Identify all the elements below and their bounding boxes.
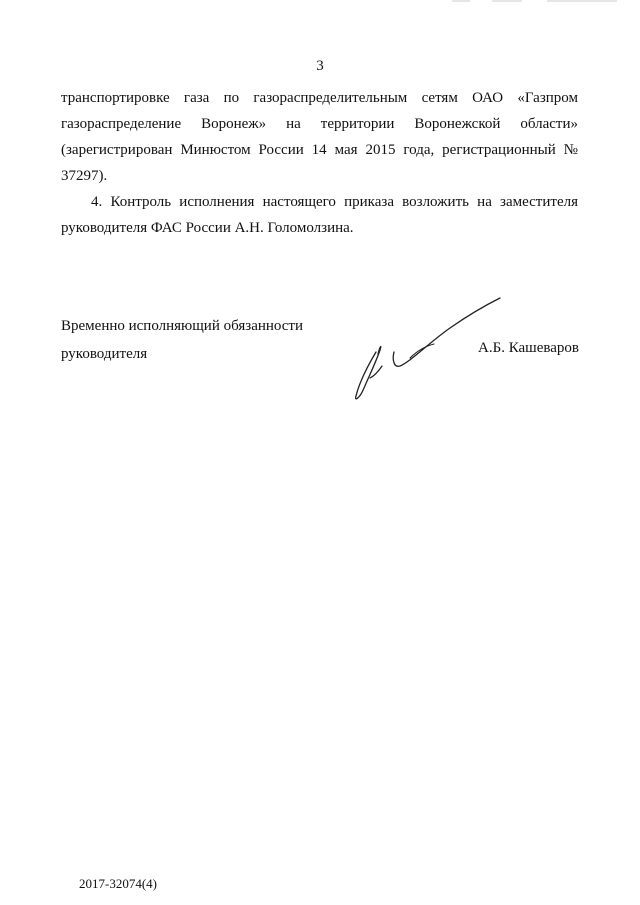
page-number: 3 [316,58,324,74]
body-paragraph-2: 4. Контроль исполнения настоящего приказа возложить на заместителя руководителя ФАС России А.Н. Голомолзина. [61,194,578,236]
signatory-position-line-2: руководителя [61,346,148,362]
signatory-position-line-1: Временно исполняющий обязанности [61,318,304,334]
document-code: 2017-32074(4) [79,876,157,891]
signatory-position [61,312,303,368]
body-paragraph-1: транспортировке газа по газораспределительным сетям ОАО «Газпром газораспределение Воронеж» на территории Воронежской области» (зарегистрирован Минюстом России 14 мая 2015 года, регистрационный № 37297). [61,90,578,184]
scan-artifact-marks [452,0,622,4]
signatory-name: А.Б. Кашеваров [478,340,579,356]
